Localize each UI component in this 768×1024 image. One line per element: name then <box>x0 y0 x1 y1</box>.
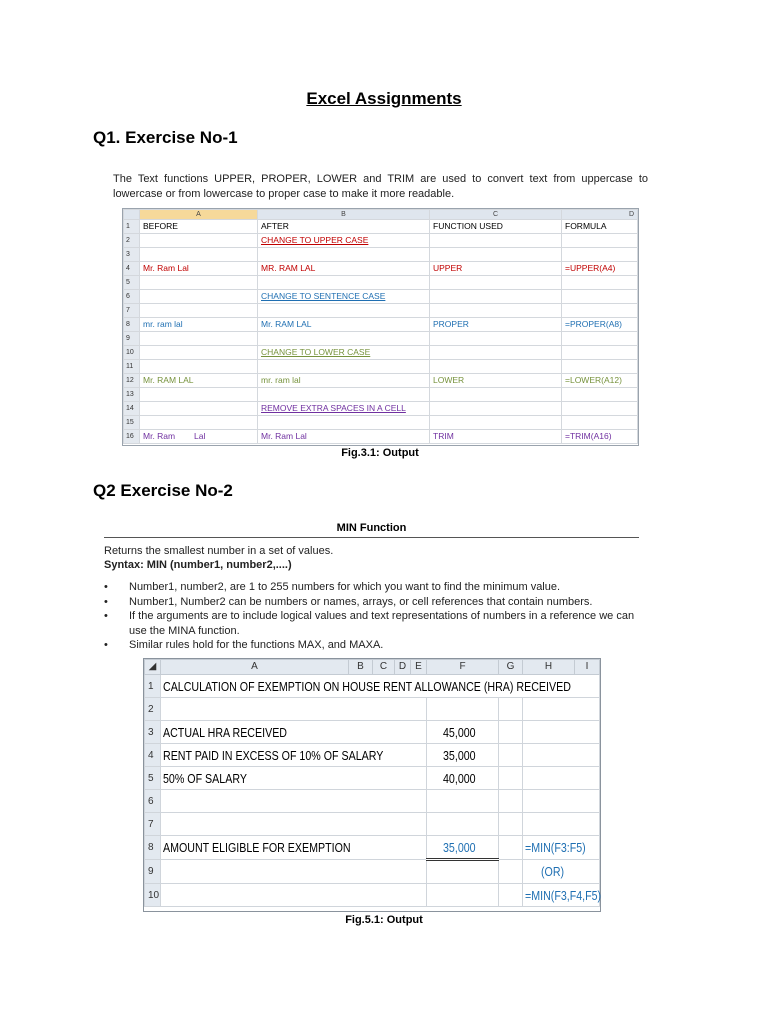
cell-a2[interactable] <box>140 234 258 248</box>
cell-f3[interactable] <box>427 721 499 744</box>
cell-g10[interactable] <box>499 884 523 907</box>
cell-a3[interactable] <box>161 721 427 744</box>
cell-a4[interactable] <box>161 744 427 767</box>
cell-g9[interactable] <box>499 860 523 884</box>
q1-intro-text: The Text functions UPPER, PROPER, LOWER and TRIM are used to convert text from uppercase to lowercase or from lowercase to proper case to make it more readable. <box>113 173 648 200</box>
cell-h4[interactable] <box>523 744 600 767</box>
cell-text: RENT PAID IN EXCESS OF 10% OF SALARY <box>163 747 384 763</box>
row-header[interactable]: 2 <box>124 234 140 248</box>
min-function-bullet-list <box>104 580 644 653</box>
cell-d4[interactable]: =UPPER(A4) <box>562 262 638 276</box>
table-row <box>145 813 600 836</box>
row-header[interactable]: 14 <box>124 402 140 416</box>
cell-g5[interactable] <box>499 767 523 790</box>
cell-value: 45,000 <box>442 724 476 740</box>
cell-d9[interactable] <box>562 332 638 346</box>
cell-b13[interactable] <box>258 388 430 402</box>
cell-c3[interactable] <box>430 248 562 262</box>
cell-a8[interactable] <box>161 836 427 860</box>
cell-a11[interactable] <box>140 360 258 374</box>
cell-a12[interactable]: Mr. RAM LAL <box>140 374 258 388</box>
row-header[interactable]: 1 <box>145 675 161 698</box>
table-row <box>145 860 600 884</box>
cell-a6[interactable] <box>140 290 258 304</box>
cell-b8[interactable]: Mr. RAM LAL <box>258 318 430 332</box>
row-header[interactable]: 3 <box>124 248 140 262</box>
cell-a2[interactable] <box>161 698 427 721</box>
cell-a9[interactable] <box>140 332 258 346</box>
cell-d8[interactable]: =PROPER(A8) <box>562 318 638 332</box>
column-header-d[interactable]: D <box>395 660 411 675</box>
table-row <box>124 402 638 416</box>
column-header-h[interactable]: H <box>523 660 575 675</box>
table-row <box>124 304 638 318</box>
table-row <box>124 388 638 402</box>
cell-h3[interactable] <box>523 721 600 744</box>
bullet-icon: • <box>104 595 108 608</box>
cell-a14[interactable] <box>140 402 258 416</box>
column-header-c[interactable]: C <box>430 210 562 220</box>
cell-f10[interactable] <box>427 884 499 907</box>
table-row <box>124 276 638 290</box>
row-header[interactable]: 5 <box>124 276 140 290</box>
table-row <box>145 884 600 907</box>
table-row <box>124 290 638 304</box>
cell-b2[interactable]: CHANGE TO UPPER CASE <box>258 234 430 248</box>
cell-c15[interactable] <box>430 416 562 430</box>
table-row <box>145 744 600 767</box>
cell-f9[interactable] <box>427 860 499 884</box>
row-header[interactable]: 1 <box>124 220 140 234</box>
cell-a16[interactable]: Mr. Ram Lal <box>140 430 258 444</box>
figure-5-1-caption: Fig.5.1: Output <box>345 914 423 926</box>
row-header[interactable]: 8 <box>124 318 140 332</box>
cell-d6[interactable] <box>562 290 638 304</box>
column-header-c[interactable]: C <box>373 660 395 675</box>
cell-d5[interactable] <box>562 276 638 290</box>
column-header-a[interactable]: A <box>161 660 349 675</box>
cell-h8[interactable] <box>523 836 600 860</box>
cell-b5[interactable] <box>258 276 430 290</box>
cell-h2[interactable] <box>523 698 600 721</box>
column-header-b[interactable]: B <box>258 210 430 220</box>
cell-b7[interactable] <box>258 304 430 318</box>
figure-3-1-caption: Fig.3.1: Output <box>341 447 419 459</box>
cell-c4[interactable]: UPPER <box>430 262 562 276</box>
cell-text: AMOUNT ELIGIBLE FOR EXEMPTION <box>163 840 351 855</box>
q2-heading: Q2 Exercise No-2 <box>93 481 233 500</box>
row-header[interactable]: 2 <box>145 698 161 721</box>
row-header[interactable]: 11 <box>124 360 140 374</box>
table-row <box>145 790 600 813</box>
cell-a1[interactable] <box>161 675 600 698</box>
cell-g3[interactable] <box>499 721 523 744</box>
row-header[interactable]: 6 <box>145 790 161 813</box>
cell-b14[interactable]: REMOVE EXTRA SPACES IN A CELL <box>258 402 430 416</box>
cell-d3[interactable] <box>562 248 638 262</box>
table-row <box>124 248 638 262</box>
cell-d14[interactable] <box>562 402 638 416</box>
cell-f8[interactable] <box>427 836 499 860</box>
cell-b4[interactable]: MR. RAM LAL <box>258 262 430 276</box>
cell-c7[interactable] <box>430 304 562 318</box>
cell-g6[interactable] <box>499 790 523 813</box>
hra-exemption-spreadsheet <box>143 658 601 912</box>
cell-c11[interactable] <box>430 360 562 374</box>
select-all-corner[interactable] <box>124 210 140 220</box>
row-header[interactable]: 8 <box>145 836 161 860</box>
cell-f2[interactable] <box>427 698 499 721</box>
table-row <box>124 416 638 430</box>
row-header[interactable]: 13 <box>124 388 140 402</box>
cell-h5[interactable] <box>523 767 600 790</box>
cell-b10[interactable]: CHANGE TO LOWER CASE <box>258 346 430 360</box>
table-row <box>124 360 638 374</box>
cell-d15[interactable] <box>562 416 638 430</box>
cell-d2[interactable] <box>562 234 638 248</box>
column-header-g[interactable]: G <box>499 660 523 675</box>
cell-b15[interactable] <box>258 416 430 430</box>
row-header[interactable]: 10 <box>124 346 140 360</box>
column-header-f[interactable]: F <box>427 660 499 675</box>
table-row <box>124 234 638 248</box>
cell-h6[interactable] <box>523 790 600 813</box>
column-header-e[interactable]: E <box>411 660 427 675</box>
cell-formula: =MIN(F3:F5) <box>525 840 586 855</box>
table-row <box>145 767 600 790</box>
row-header[interactable]: 15 <box>124 416 140 430</box>
cell-b11[interactable] <box>258 360 430 374</box>
cell-h10[interactable] <box>523 884 600 907</box>
cell-a10[interactable] <box>161 884 427 907</box>
column-header-d[interactable]: D <box>562 210 638 220</box>
cell-a15[interactable] <box>140 416 258 430</box>
document-title: Excel Assignments <box>306 89 462 108</box>
cell-d12[interactable]: =LOWER(A12) <box>562 374 638 388</box>
list-item: • Number1, Number2 can be numbers or names, arrays, or cell references that contain numbers. <box>104 595 593 608</box>
cell-value: 35,000 <box>442 839 476 855</box>
cell-a6[interactable] <box>161 790 427 813</box>
row-header[interactable]: 4 <box>124 262 140 276</box>
row-header[interactable]: 7 <box>145 813 161 836</box>
cell-c2[interactable] <box>430 234 562 248</box>
row-header[interactable]: 5 <box>145 767 161 790</box>
q1-heading: Q1. Exercise No-1 <box>93 128 238 147</box>
bullet-icon: • <box>104 581 108 593</box>
row-header[interactable]: 10 <box>145 884 161 907</box>
cell-f7[interactable] <box>427 813 499 836</box>
cell-b9[interactable] <box>258 332 430 346</box>
cell-f4[interactable] <box>427 744 499 767</box>
cell-g7[interactable] <box>499 813 523 836</box>
text-functions-spreadsheet <box>122 208 639 446</box>
cell-formula: (OR) <box>541 864 565 879</box>
cell-a10[interactable] <box>140 346 258 360</box>
cell-g2[interactable] <box>499 698 523 721</box>
cell-a7[interactable] <box>140 304 258 318</box>
row-header[interactable]: 16 <box>124 430 140 444</box>
table-row <box>124 220 638 234</box>
cell-a9[interactable] <box>161 860 427 884</box>
cell-a13[interactable] <box>140 388 258 402</box>
cell-f6[interactable] <box>427 790 499 813</box>
cell-c1[interactable]: FUNCTION USED <box>430 220 562 234</box>
cell-c6[interactable] <box>430 290 562 304</box>
cell-g8[interactable] <box>499 836 523 860</box>
min-function-syntax: Syntax: MIN (number1, number2,....) <box>104 559 292 571</box>
table-row <box>124 346 638 360</box>
column-header-a[interactable]: A <box>140 210 258 220</box>
bullet-icon: • <box>104 610 108 622</box>
cell-a4[interactable]: Mr. Ram Lal <box>140 262 258 276</box>
column-header-i[interactable]: I <box>575 660 600 675</box>
cell-text: 50% OF SALARY <box>163 770 247 786</box>
cell-text: CALCULATION OF EXEMPTION ON HOUSE RENT ALLOWANCE (HRA) RECEIVED <box>163 678 571 694</box>
cell-a5[interactable] <box>140 276 258 290</box>
table-row <box>124 262 638 276</box>
cell-b12[interactable]: mr. ram lal <box>258 374 430 388</box>
cell-value: 40,000 <box>442 770 476 786</box>
min-function-title: MIN Function <box>336 522 407 534</box>
cell-formula: =MIN(F3,F4,F5) <box>525 887 602 903</box>
table-row <box>124 318 638 332</box>
cell-d11[interactable] <box>562 360 638 374</box>
cell-d1[interactable]: FORMULA <box>562 220 638 234</box>
cell-c12[interactable]: LOWER <box>430 374 562 388</box>
cell-g4[interactable] <box>499 744 523 767</box>
cell-c5[interactable] <box>430 276 562 290</box>
table-row <box>145 721 600 744</box>
list-item: • If the arguments are to include logical values and text representations of numbers in a reference we can use the MINA function. <box>104 610 635 637</box>
table-row <box>124 332 638 346</box>
row-header[interactable]: 9 <box>124 332 140 346</box>
row-header[interactable]: 7 <box>124 304 140 318</box>
cell-c13[interactable] <box>430 388 562 402</box>
cell-a3[interactable] <box>140 248 258 262</box>
cell-f5[interactable] <box>427 767 499 790</box>
row-header[interactable]: 9 <box>145 860 161 884</box>
cell-a1[interactable]: BEFORE <box>140 220 258 234</box>
row-header[interactable]: 4 <box>145 744 161 767</box>
cell-d10[interactable] <box>562 346 638 360</box>
select-all-corner[interactable]: ◢ <box>145 660 161 675</box>
cell-b3[interactable] <box>258 248 430 262</box>
cell-d16[interactable]: =TRIM(A16) <box>562 430 638 444</box>
cell-c8[interactable]: PROPER <box>430 318 562 332</box>
cell-d13[interactable] <box>562 388 638 402</box>
column-header-b[interactable]: B <box>349 660 373 675</box>
table-row <box>145 698 600 721</box>
cell-text: ACTUAL HRA RECEIVED <box>163 724 288 740</box>
cell-d7[interactable] <box>562 304 638 318</box>
table-row <box>145 836 600 860</box>
cell-c14[interactable] <box>430 402 562 416</box>
row-header[interactable]: 12 <box>124 374 140 388</box>
list-item: • Similar rules hold for the functions MAX, and MAXA. <box>104 639 384 651</box>
cell-h9[interactable] <box>523 860 600 884</box>
row-header[interactable]: 3 <box>145 721 161 744</box>
table-row <box>145 675 600 698</box>
cell-c9[interactable] <box>430 332 562 346</box>
divider <box>104 537 639 538</box>
table-row <box>124 374 638 388</box>
cell-a5[interactable] <box>161 767 427 790</box>
list-item: • Number1, number2, are 1 to 255 numbers for which you want to find the minimum value. <box>104 581 561 593</box>
cell-h7[interactable] <box>523 813 600 836</box>
cell-b6[interactable]: CHANGE TO SENTENCE CASE <box>258 290 430 304</box>
cell-c10[interactable] <box>430 346 562 360</box>
cell-c16[interactable]: TRIM <box>430 430 562 444</box>
row-header[interactable]: 6 <box>124 290 140 304</box>
table-row <box>124 430 638 444</box>
cell-a8[interactable]: mr. ram lal <box>140 318 258 332</box>
cell-b1[interactable]: AFTER <box>258 220 430 234</box>
cell-value: 35,000 <box>442 747 476 763</box>
cell-b16[interactable]: Mr. Ram Lal <box>258 430 430 444</box>
bullet-icon: • <box>104 639 108 651</box>
min-function-description: Returns the smallest number in a set of values. <box>104 545 334 557</box>
cell-a7[interactable] <box>161 813 427 836</box>
